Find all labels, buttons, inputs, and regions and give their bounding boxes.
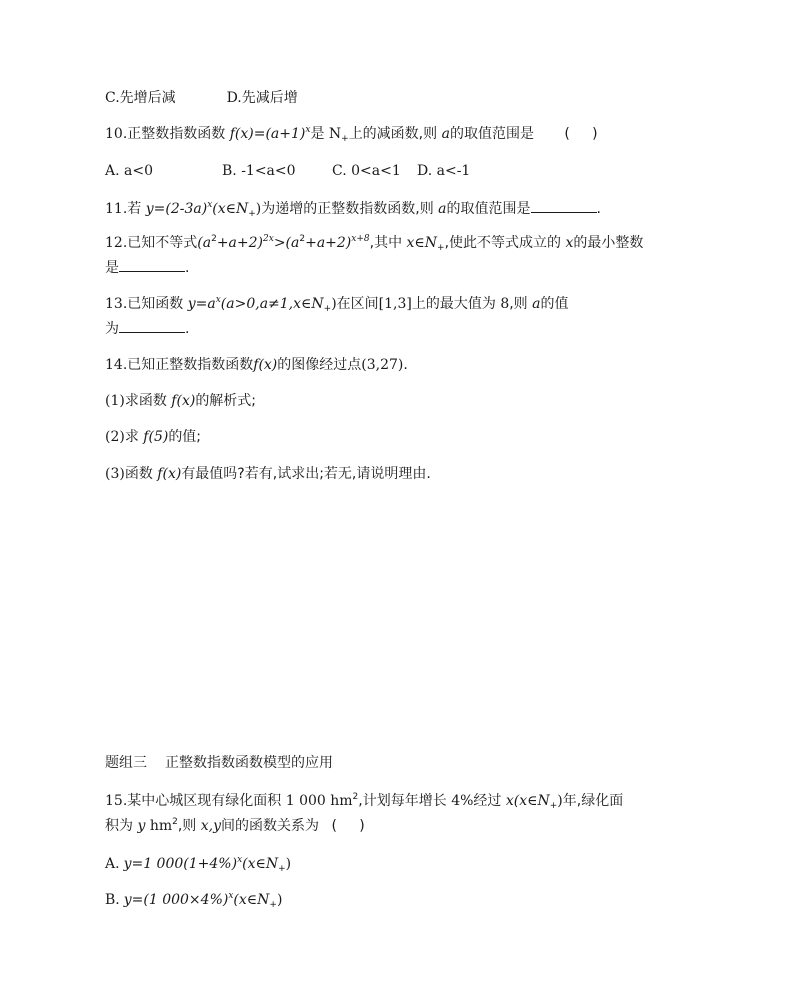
q10-text-1: 正整数指数函数 <box>127 126 226 142</box>
q14-part-1-function: f(x) <box>171 393 196 409</box>
q14-part-1-text-1: 求函数 <box>124 393 167 409</box>
q12-base-2: (a <box>285 235 300 251</box>
q11-stem <box>105 198 601 219</box>
q13-interval: [1,3] <box>378 296 412 312</box>
q10-var: a <box>441 126 450 142</box>
q11-domain: (x∈N <box>212 201 249 217</box>
q13-text-3: 上的最大值为 <box>411 296 496 312</box>
q12-stem-line-2 <box>105 257 189 278</box>
q10-set: N <box>328 126 342 142</box>
q15-option-b-domain-sub: + <box>269 900 277 910</box>
q10-option-b: B. -1<a<0 <box>222 163 296 179</box>
q12-text-3: ,使此不等式成立的 <box>444 235 562 251</box>
q12-end: . <box>185 260 190 276</box>
q9-option-d-text: 先减后增 <box>241 90 298 106</box>
q15-y-var: y <box>137 818 146 834</box>
q11-domain-end: ) <box>255 201 262 217</box>
q10-text-3: 上的减函数,则 <box>348 126 438 142</box>
q15-option-a-domain-sub: + <box>278 864 286 874</box>
q15-text-6: ,则 <box>177 818 197 834</box>
q13-var: a <box>532 296 541 312</box>
q12-base-1: (a <box>197 235 212 251</box>
q12-var: x <box>565 235 574 251</box>
q11-end: . <box>596 201 601 217</box>
q11-exponent: x <box>207 200 213 210</box>
q15-domain-end: ) <box>557 793 563 809</box>
q11-text-3: 的取值范围是 <box>446 201 531 217</box>
q15-option-b-expression: y=(1 000×4%) <box>123 892 229 908</box>
q10-option-a: A. a<0 <box>105 163 153 179</box>
q15-vars: x,y <box>200 818 222 834</box>
q15-stem-line-1 <box>105 791 623 811</box>
q14-text-1: 已知正整数指数函数 <box>127 357 254 373</box>
q12-base-2b: +a+2) <box>305 235 352 251</box>
q13-text-4: ,则 <box>509 296 528 312</box>
q14-stem <box>105 355 408 375</box>
q15-area: 1 000 hm <box>285 793 353 809</box>
q15-stem-line-2 <box>105 816 365 836</box>
q15-unit: hm <box>149 818 173 834</box>
q11-var: a <box>438 201 447 217</box>
q14-part-2-function: f(5) <box>143 429 169 445</box>
q10-set-sub: + <box>341 134 349 144</box>
q12-text-4: 的最小整数 <box>573 235 644 251</box>
q15-text-7: 间的函数关系为 <box>221 818 320 834</box>
q14-function: f(x) <box>253 357 278 373</box>
q13-expression: y=a <box>187 296 216 312</box>
q10-option-c: C. 0<a<1 <box>332 163 401 179</box>
q15-option-b-domain-end: ) <box>276 892 283 908</box>
q14-part-2-number: (2) <box>105 429 125 445</box>
q15-option-a-label: A. <box>105 856 120 872</box>
q15-unit-sup: 2 <box>172 817 178 827</box>
q12-number: 12. <box>105 235 128 251</box>
q11-answer-blank[interactable] <box>531 198 597 213</box>
q15-option-b-domain: (x∈N <box>233 892 270 908</box>
q11-expression: y=(2-3a) <box>145 201 208 217</box>
q10-option-d: D. a<-1 <box>417 163 471 179</box>
q11-text-2: 为递增的正整数指数函数,则 <box>261 201 434 217</box>
q12-square-2: 2 <box>299 234 306 244</box>
q12-answer-blank[interactable] <box>119 257 185 272</box>
q10-text-2: 是 <box>310 126 325 142</box>
q10-exponent: x <box>305 125 311 135</box>
q13-text-5: 的值 <box>540 296 569 312</box>
q15-number: 15. <box>105 793 128 809</box>
q12-stem-line-1 <box>105 233 643 253</box>
q9-options-cd <box>105 88 298 108</box>
q14-part-1-number: (1) <box>105 393 125 409</box>
q12-text-2: ,其中 <box>369 235 403 251</box>
q14-part-2 <box>105 427 201 447</box>
q13-number: 13. <box>105 296 128 312</box>
q12-exponent-2: x+8 <box>351 234 370 244</box>
q15-option-a <box>105 854 291 874</box>
q15-option-b-exponent: x <box>228 891 234 901</box>
q14-part-3-function: f(x) <box>157 466 182 482</box>
section-3-label: 题组三 <box>105 755 147 771</box>
q15-text-4: 年,绿化面 <box>562 793 624 809</box>
q15-answer-paren: ( ) <box>331 818 365 834</box>
q15-rate: 4% <box>451 793 474 809</box>
q14-part-1-text-2: 的解析式; <box>195 393 257 409</box>
q13-text-2: 在区间 <box>336 296 379 312</box>
q15-option-b <box>105 890 282 910</box>
q15-text-1: 某中心城区现有绿化面积 <box>127 793 282 809</box>
q13-condition: (a>0,a≠1,x∈N <box>220 296 324 312</box>
q13-condition-end: ) <box>331 296 337 312</box>
q15-text-2: ,计划每年增长 <box>358 793 447 809</box>
q10-stem <box>105 124 598 144</box>
q14-part-3-number: (3) <box>105 466 125 482</box>
q10-number: 10. <box>105 126 128 142</box>
q12-text-5: 是 <box>105 260 119 276</box>
q15-option-a-domain: (x∈N <box>242 856 279 872</box>
q11-domain-sub: + <box>248 209 256 219</box>
q13-stem-line-1 <box>105 294 569 314</box>
q13-end: . <box>185 321 190 337</box>
section-3-title: 正整数指数函数模型的应用 <box>165 755 333 771</box>
q12-gt: > <box>273 235 286 251</box>
q10-answer-paren: ( ) <box>564 126 598 142</box>
q12-square-1: 2 <box>211 234 217 244</box>
q10-options <box>105 161 470 181</box>
q9-option-c-text: 先增后减 <box>119 90 176 106</box>
q15-option-a-exponent: x <box>237 855 243 865</box>
q13-text-6: 为 <box>105 321 119 337</box>
q14-part-1 <box>105 391 256 411</box>
q15-text-3: 经过 <box>473 793 502 809</box>
q15-option-a-expression: y=1 000(1+4%) <box>123 856 238 872</box>
q13-exponent: x <box>215 295 221 305</box>
q12-exponent-1: 2x <box>263 234 274 244</box>
q15-domain: x(x∈N <box>505 793 550 809</box>
q9-option-c-label: C. <box>105 90 120 106</box>
q14-point: (3,27). <box>361 357 408 373</box>
q15-area-sup: 2 <box>352 792 359 802</box>
q15-option-b-label: B. <box>105 892 120 908</box>
q15-domain-sub: + <box>549 801 558 811</box>
q14-part-3-text-1: 函数 <box>124 466 153 482</box>
q10-text-4: 的取值范围是 <box>449 126 534 142</box>
q14-part-2-text-2: 的值; <box>168 429 202 445</box>
q10-function: f(x)=(a+1) <box>229 126 306 142</box>
q15-option-a-domain-end: ) <box>285 856 292 872</box>
q12-domain: x∈N <box>406 235 438 251</box>
q9-option-d-label: D. <box>226 90 242 106</box>
q15-text-5: 积为 <box>105 818 133 834</box>
q13-stem-line-2 <box>105 318 189 339</box>
q14-number: 14. <box>105 357 128 373</box>
q13-text-1: 已知函数 <box>127 296 184 312</box>
q12-domain-sub: + <box>437 243 445 253</box>
q12-text-1: 已知不等式 <box>127 235 198 251</box>
q14-part-2-text-1: 求 <box>124 429 139 445</box>
q13-condition-sub: + <box>323 304 332 314</box>
q14-part-3 <box>105 464 431 484</box>
q14-text-2: 的图像经过点 <box>277 357 362 373</box>
q11-text-1: 若 <box>127 201 142 217</box>
section-3-heading <box>105 753 333 773</box>
q13-answer-blank[interactable] <box>119 318 185 333</box>
q11-number: 11. <box>105 201 128 217</box>
q12-base-1b: +a+2) <box>216 235 263 251</box>
q13-max: 8 <box>500 296 510 312</box>
q14-part-3-text-2: 有最值吗?若有,试求出;若无,请说明理由. <box>181 466 431 482</box>
